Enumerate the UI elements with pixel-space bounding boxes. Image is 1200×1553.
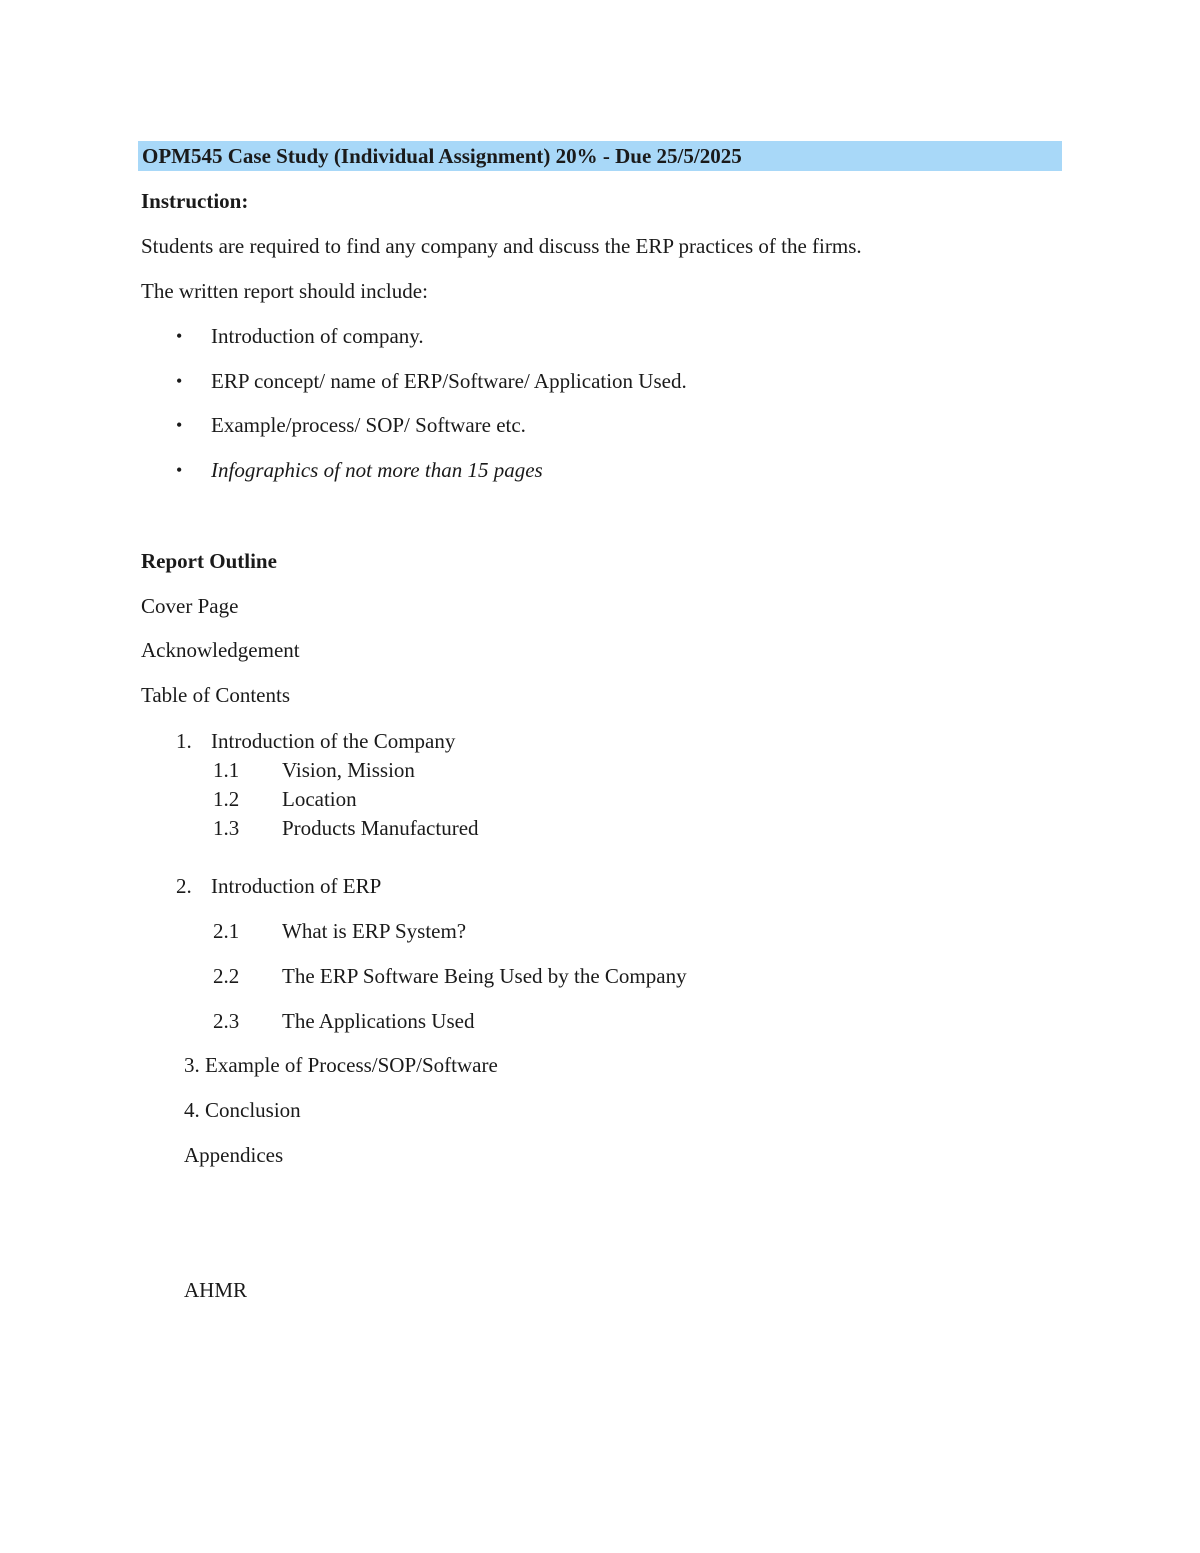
subsection-label: The Applications Used [282,1009,475,1033]
section-number: 2. [176,874,192,898]
subsection-number: 2.1 [213,919,240,943]
section-label: Introduction of the Company [211,729,456,753]
outline-section-3: 3. Example of Process/SOP/Software [184,1053,498,1077]
bullet-text: Example/process/ SOP/ Software etc. [211,413,526,437]
subsection-number: 1.1 [213,758,240,782]
front-matter-toc: Table of Contents [141,683,290,707]
subsection-label: Products Manufactured [282,816,479,840]
outline-section-4: 4. Conclusion [184,1098,301,1122]
subsection-label: What is ERP System? [282,919,467,943]
section-label: Introduction of ERP [211,874,382,898]
bullet-icon: • [176,326,183,346]
subsection-number: 2.2 [213,964,240,988]
subsection-number: 1.2 [213,787,240,811]
author-initials: AHMR [184,1278,248,1302]
subsection-number: 2.3 [213,1009,240,1033]
bullet-icon: • [176,371,183,391]
bullet-text: Infographics of not more than 15 pages [211,458,543,482]
report-include-text: The written report should include: [141,279,428,303]
bullet-text: ERP concept/ name of ERP/Software/ Application Used. [211,369,687,393]
front-matter-cover: Cover Page [141,594,239,618]
bullet-icon: • [176,415,183,435]
instruction-text: Students are required to find any company and discuss the ERP practices of the firms. [141,234,862,258]
bullet-icon: • [176,460,183,480]
section-number: 1. [176,729,192,753]
bullet-text: Introduction of company. [211,324,424,348]
instruction-heading: Instruction: [141,189,249,213]
outline-heading: Report Outline [141,549,277,573]
document-title: OPM545 Case Study (Individual Assignment) 20% - Due 25/5/2025 [142,144,742,168]
outline-appendices: Appendices [184,1143,284,1167]
subsection-label: Vision, Mission [282,758,415,782]
subsection-label: The ERP Software Being Used by the Company [282,964,687,988]
front-matter-acknowledgement: Acknowledgement [141,638,300,662]
title-highlight [138,141,1062,171]
subsection-number: 1.3 [213,816,240,840]
subsection-label: Location [282,787,357,811]
